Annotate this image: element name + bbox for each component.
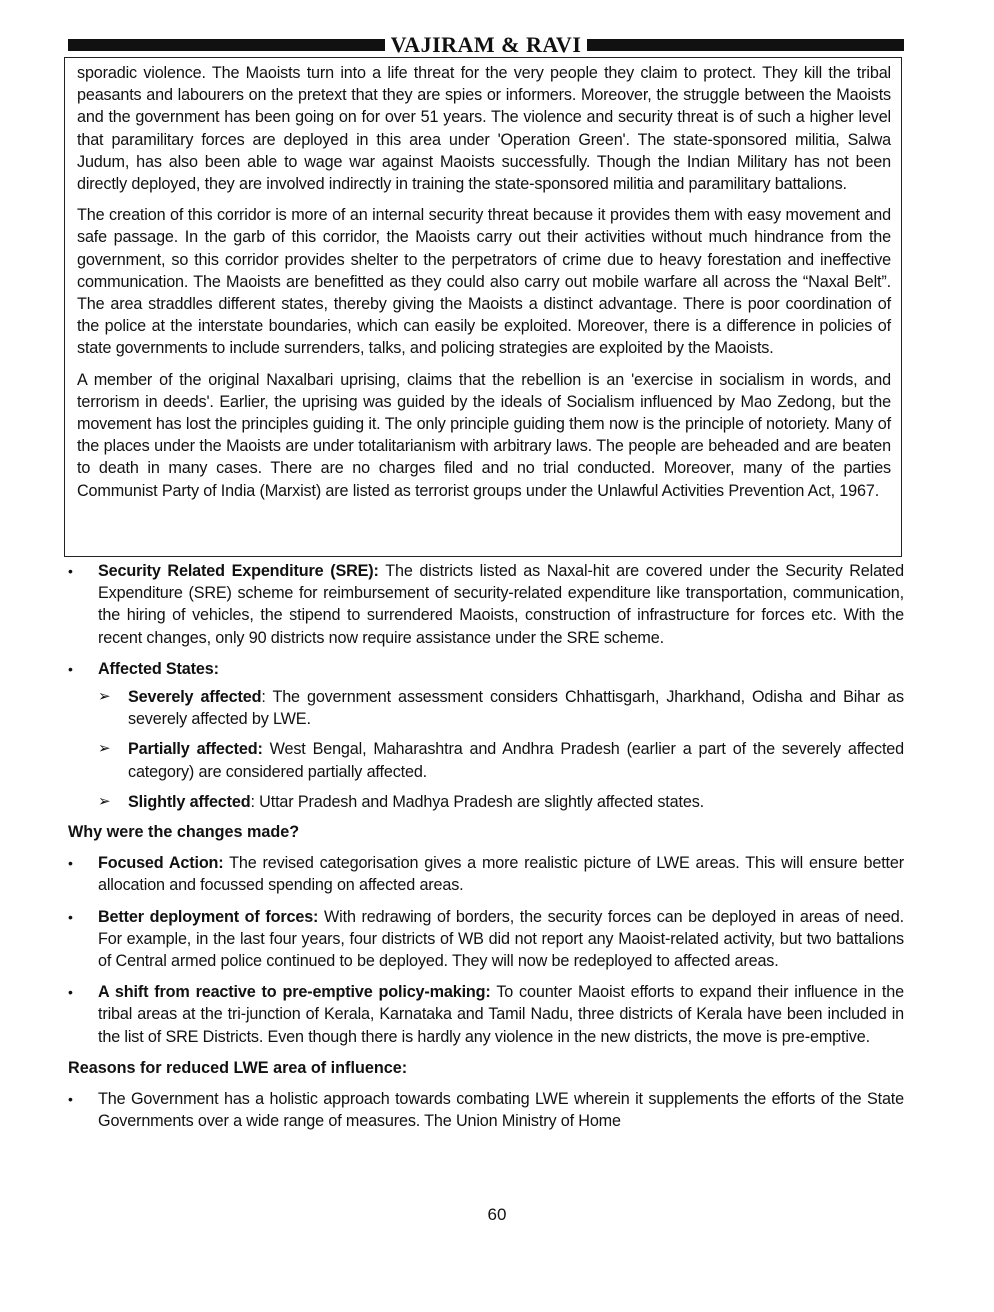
bullet-title: Better deployment of forces: (98, 907, 319, 926)
bullet-title: Security Related Expenditure (SRE): (98, 562, 379, 580)
bullet-title: Focused Action: (98, 854, 224, 873)
sub-bullet-partially (64, 738, 904, 782)
page-number: 60 (487, 1205, 507, 1224)
sub-bullet-text: : The government assessment considers Chhattisgarh, Jharkhand, Odisha and Bihar as severely affected by LWE. (128, 688, 904, 729)
sub-bullet-slightly (64, 791, 904, 813)
bullet-focused-action (64, 852, 904, 896)
bullet-title: A shift from reactive to pre-emptive policy-making: (98, 983, 491, 1002)
bullet-title: Affected States: (98, 659, 219, 678)
arrow-bullet-icon: ➢ (98, 688, 111, 706)
bullet-text: The Government has a holistic approach towards combating LWE wherein it supplements the efforts of the State Governments over a wide range of measures. The Union Ministry of Home (98, 1090, 904, 1131)
sub-bullet-text: : Uttar Pradesh and Madhya Pradesh are slightly affected states. (250, 792, 704, 811)
bullet-icon: • (68, 855, 73, 872)
sub-bullet-text: West Bengal, Maharashtra and Andhra Pradesh (earlier a part of the severely affected category) are considered partially affected. (128, 740, 904, 781)
bullet-icon: • (68, 660, 73, 677)
bullet-icon: • (68, 908, 73, 925)
section-heading-reasons: Reasons for reduced LWE area of influence: (68, 1058, 408, 1077)
arrow-bullet-icon: ➢ (98, 740, 111, 758)
brand-title: VAJIRAM & RAVI (390, 32, 582, 57)
sub-bullet-severely (64, 686, 904, 730)
bullet-icon: • (68, 563, 73, 579)
section-heading-why: Why were the changes made? (68, 823, 300, 842)
sub-bullet-title: Slightly affected (128, 792, 251, 811)
bullet-icon: • (68, 984, 73, 1001)
box-paragraph: A member of the original Naxalbari uprising, claims that the rebellion is an 'exercise in socialism in words, and terrorism in deeds'. Earlier, the uprising was guided by the ideals of Socialism influenced by Mao Zedong, but the movement has lost the principles guiding it. The only principle guiding them now is the principle of notoriety. Many of the places under the Maoists are under totalitarianism with arbitrary laws. The people are beheaded and are beaten to death in many cases. There are no charges filed and no trial conducted. Moreover, many of the parties Communist Party of India (Marxist) are listed as terrorist groups under the Unlawful Activities Prevention Act, 1967. (77, 370, 891, 500)
bullet-text: To counter Maoist efforts to expand their influence in the tribal areas at the tri-junction of Kerala, Karnataka and Tamil Nadu, three districts of Kerala have been included in the list of SRE Districts. Even though there is hardly any violence in the new districts, the move is pre-emptive. (98, 983, 904, 1046)
boxed-excerpt (64, 57, 902, 557)
bullet-better-deployment (64, 906, 904, 973)
bullet-text: With redrawing of borders, the security forces can be deployed in areas of need. For example, in the last four years, four districts of WB did not report any Maoist-related activity, but two battalions of Central armed police continued to be deployed. They will now be redeployed to affected areas. (98, 907, 904, 971)
box-paragraph: The creation of this corridor is more of an internal security threat because it provides them with easy movement and safe passage. In the garb of this corridor, the Maoists carry out their activities without much hindrance from the government, so this corridor provides shelter to the perpetrators of crime due to heavy forestation and ineffective communication. The Maoists are benefitted as they could also carry out mobile warfare all across the “Naxal Belt”. The area straddles different states, thereby giving the Maoists a distinct advantage. There is poor coordination of the police at the interstate boundaries, which can easily be exploited. Moreover, there is a difference in policies of state governments to include surrenders, talks, and policing strategies are exploited by the Maoists. (77, 206, 891, 358)
header-bar-left (68, 39, 385, 51)
header-bar-right (587, 39, 904, 51)
bullet-sre (64, 560, 904, 649)
bullet-affected-states (64, 658, 904, 680)
bullet-pre-emptive (64, 981, 904, 1048)
bullet-holistic-approach (64, 1088, 904, 1132)
main-content (64, 560, 904, 1141)
bullet-text: The districts listed as Naxal-hit are covered under the Security Related Expenditure (SRE) scheme for reimbursement of security-related expenditure like transportation, communication, the hiring of vehicles, the stipend to surrendered Maoists, construction of infrastructure for forces etc. With the recent changes, only 90 districts now require assistance under the SRE scheme. (98, 562, 904, 647)
sub-bullet-title: Severely affected (128, 688, 262, 707)
bullet-icon: • (68, 1091, 73, 1108)
box-paragraph: sporadic violence. The Maoists turn into a life threat for the very people they claim to protect. They kill the tribal peasants and labourers on the pretext that they are spies or informers. Moreover, the struggle between the Maoists and the government has been going on for over 51 years. The violence and security threat is of such a higher level that paramilitary forces are deployed in this area under 'Operation Green'. The state-sponsored militia, Salwa Judum, has also been able to wage war against Maoists successfully. Though the Indian Military has not been directly deployed, they are involved indirectly in training the state-sponsored militia and paramilitary battalions. (77, 64, 891, 194)
arrow-bullet-icon: ➢ (98, 792, 111, 810)
bullet-text: The revised categorisation gives a more realistic picture of LWE areas. This will ensure better allocation and focussed spending on affected areas. (98, 854, 904, 895)
page-header (68, 34, 904, 56)
sub-bullet-title: Partially affected: (128, 740, 263, 759)
